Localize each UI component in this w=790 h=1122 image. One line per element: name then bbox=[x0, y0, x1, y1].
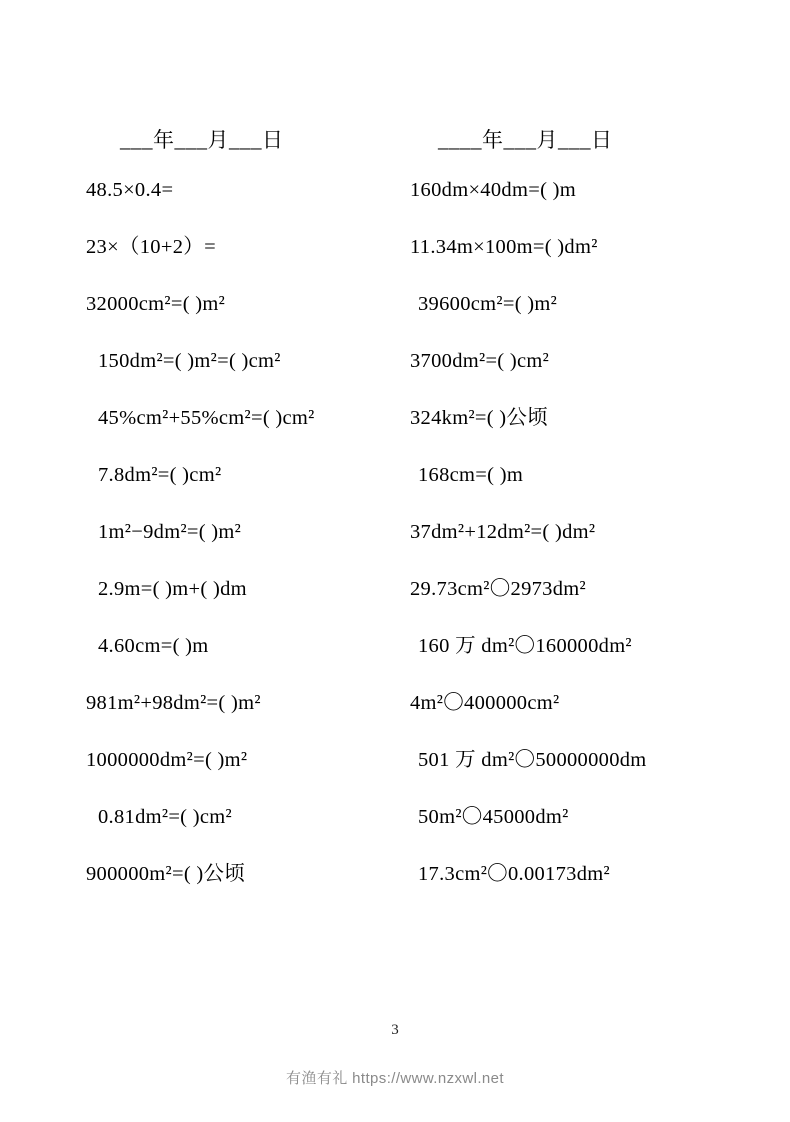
right-column bbox=[398, 118, 712, 903]
problem-right-3: 39600cm²=( )m² bbox=[418, 293, 558, 315]
problem-left-12: 0.81dm²=( )cm² bbox=[98, 806, 232, 828]
footer-watermark: 有渔有礼 https://www.nzxwl.net bbox=[286, 1070, 504, 1087]
problem-left-1: 48.5×0.4= bbox=[86, 179, 174, 201]
problem-right-5: 324km²=( )公顷 bbox=[410, 407, 549, 429]
problem-left-13: 900000m²=( )公顷 bbox=[86, 863, 246, 885]
problem-right-4: 3700dm²=( )cm² bbox=[410, 350, 550, 372]
problem-right-7: 37dm²+12dm²=( )dm² bbox=[410, 521, 596, 543]
problem-left-9: 4.60cm=( )m bbox=[98, 635, 209, 657]
problem-right-9: 160 万 dm²〇160000dm² bbox=[418, 635, 632, 657]
problem-right-13: 17.3cm²〇0.00173dm² bbox=[418, 863, 610, 885]
problem-right-8: 29.73cm²〇2973dm² bbox=[410, 578, 586, 600]
problem-left-8: 2.9m=( )m+( )dm bbox=[98, 578, 247, 600]
problem-right-12: 50m²〇45000dm² bbox=[418, 806, 569, 828]
problem-left-11: 1000000dm²=( )m² bbox=[86, 749, 248, 771]
problem-left-7: 1m²−9dm²=( )m² bbox=[98, 521, 242, 543]
problem-left-6: 7.8dm²=( )cm² bbox=[98, 464, 222, 486]
problem-left-2: 23×（10+2）= bbox=[86, 236, 216, 258]
worksheet-body bbox=[78, 118, 712, 903]
page-number: 3 bbox=[391, 1022, 399, 1038]
left-column bbox=[78, 118, 398, 903]
date-line-right: ____年___月___日 bbox=[438, 128, 613, 152]
problem-left-10: 981m²+98dm²=( )m² bbox=[86, 692, 261, 714]
problem-right-6: 168cm=( )m bbox=[418, 464, 524, 486]
problem-left-5: 45%cm²+55%cm²=( )cm² bbox=[98, 407, 315, 429]
problem-left-3: 32000cm²=( )m² bbox=[86, 293, 226, 315]
problem-right-11: 501 万 dm²〇50000000dm bbox=[418, 749, 647, 771]
problem-right-10: 4m²〇400000cm² bbox=[410, 692, 560, 714]
problem-right-2: 11.34m×100m=( )dm² bbox=[410, 236, 598, 258]
problem-right-1: 160dm×40dm=( )m bbox=[410, 179, 576, 201]
date-line-left: ___年___月___日 bbox=[120, 128, 284, 152]
problem-columns bbox=[78, 118, 712, 903]
problem-left-4: 150dm²=( )m²=( )cm² bbox=[98, 350, 281, 372]
